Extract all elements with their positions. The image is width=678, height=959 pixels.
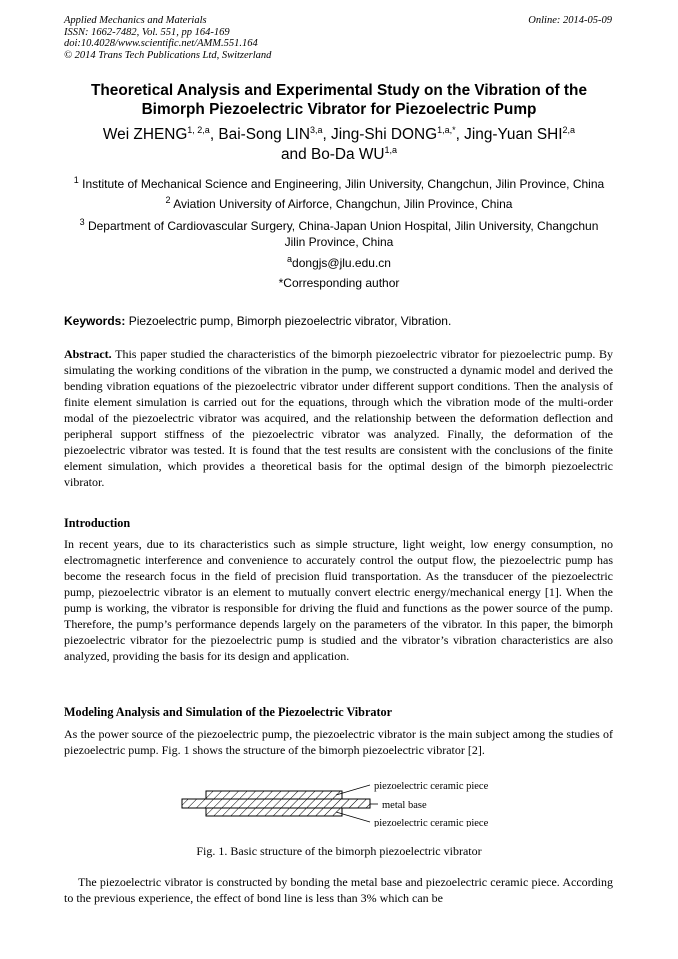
corresponding-author-note <box>40 275 638 291</box>
author-name: and Bo-Da WU <box>280 146 385 163</box>
metal-base-layer <box>182 799 370 808</box>
affiliation-mark: 3 <box>79 217 85 227</box>
author-affiliation-mark: 2,a <box>562 124 576 135</box>
doi-line: doi:10.4028/www.scientific.net/AMM.551.164 <box>64 38 258 49</box>
abstract-label: Abstract. <box>64 347 112 361</box>
affiliation-mark: 2 <box>165 195 171 205</box>
leader-line-bottom <box>336 812 370 822</box>
author-name: Bai-Song LIN <box>218 126 310 143</box>
running-header <box>64 15 271 61</box>
author-separator: , <box>209 126 219 143</box>
issn-line: ISSN: 1662-7482, Vol. 551, pp 164-169 <box>64 26 230 38</box>
label-metal-base: metal base <box>382 800 427 811</box>
affiliation-text: Jilin Province, China <box>284 235 394 249</box>
section-heading-introduction: Introduction <box>64 516 131 530</box>
affiliation-text: Institute of Mechanical Science and Engineering, Jilin University, Changchun, Jilin Province, China <box>78 177 605 191</box>
email-text: dongjs@jlu.edu.cn <box>292 256 391 270</box>
author-line-1 <box>40 125 638 145</box>
author-separator: , <box>455 126 465 143</box>
affiliation-text: Aviation University of Airforce, Changchun, Jilin Province, China <box>170 197 513 211</box>
paper-title <box>40 81 638 119</box>
author-line-2 <box>40 145 638 165</box>
copyright-line: © 2014 Trans Tech Publications Ltd, Switzerland <box>64 49 272 61</box>
affiliation-mark: 1 <box>73 175 79 185</box>
section-heading-modeling: Modeling Analysis and Simulation of the Piezoelectric Vibrator <box>64 705 393 719</box>
label-top-ceramic: piezoelectric ceramic piece <box>374 781 489 792</box>
label-bottom-ceramic: piezoelectric ceramic piece <box>374 818 489 827</box>
keywords <box>64 313 624 329</box>
abstract <box>64 346 613 490</box>
structure-paragraph: The piezoelectric vibrator is constructed by bonding the metal base and piezoelectric ceramic piece. According to the previous experience, the effect of bond line is less than 3% which can be <box>64 875 613 905</box>
author-name: Wei ZHENG <box>102 126 188 143</box>
author-list <box>40 125 638 165</box>
author-affiliation-mark: 3,a <box>309 124 323 135</box>
bottom-ceramic-layer <box>206 808 342 816</box>
figure-caption: Fig. 1. Basic structure of the bimorph piezoelectric vibrator <box>196 844 482 858</box>
affiliation-continued <box>40 234 638 250</box>
abstract-text: This paper studied the characteristics of the bimorph piezoelectric vibrator for piezoelectric pump. By simulating the working conditions of the vibration in the pump, we constructed a dynamic model and derived the bending vibration equations of the piezoelectric vibrator under different support conditions. Then the analysis of finite element simulation is carried out for the equations, through which the vibration mode of the multi-order modal of the piezoelectric vibrator was acquired, and the relationship between the deformation deflection and peripheral support stiffness of the piezoelectric vibrator was analyzed. Finally, the deformation of the piezoelectric vibrator was tested. It is found that the test results are consistent with the conclusions of the finite element simulation, which provides a theoretical basis for the optimal design of the bimorph piezoelectric vibrator. <box>64 347 613 489</box>
corresponding-author-text: *Corresponding author <box>278 276 400 290</box>
bimorph-structure-figure <box>176 777 516 827</box>
leader-line-top <box>336 785 370 795</box>
author-affiliation-mark: 1, 2,a <box>187 124 210 135</box>
author-name: Jing-Shi DONG <box>331 126 438 143</box>
introduction-paragraph: In recent years, due to its characteristics such as simple structure, light weight, low energy consumption, no electromagnetic interference and convenience to accurately control the output flow, the piezoelectric pump has become the research focus in the field of precision fluid transportation. As the transducer of the piezoelectric pump, piezoelectric vibrator is an element to mutually convert electric energy/mechanical energy [1]. When the pump is working, the vibrator is responsible for driving the fluid and functions as the power source of the pump. Therefore, the pump’s performance depends largely on the parameters of the vibrator. In this paper, the bimorph piezoelectric vibrator for the piezoelectric pump is studied and the vibrator’s vibration characteristics are also analyzed, providing the basis for its design and application. <box>64 537 613 663</box>
author-affiliation-mark: 1,a,* <box>437 124 456 135</box>
online-date: Online: 2014-05-09 <box>528 15 612 26</box>
keywords-text: Piezoelectric pump, Bimorph piezoelectric vibrator, Vibration. <box>125 314 452 328</box>
top-ceramic-layer <box>206 791 342 799</box>
keywords-label: Keywords: <box>64 314 126 328</box>
affiliation <box>40 218 638 234</box>
author-name: Jing-Yuan SHI <box>464 126 563 143</box>
contact-email <box>40 255 638 271</box>
author-affiliation-mark: 1,a <box>384 144 397 155</box>
author-separator: , <box>322 126 332 143</box>
affiliation-mark: a <box>287 254 293 264</box>
affiliation-text: Department of Cardiovascular Surgery, China-Japan Union Hospital, Jilin University, Changchun <box>84 219 599 233</box>
title-line-2: Bimorph Piezoelectric Vibrator for Piezoelectric Pump <box>141 101 537 118</box>
title-line-1: Theoretical Analysis and Experimental Study on the Vibration of the <box>90 82 588 99</box>
affiliation <box>40 176 638 192</box>
journal-name: Applied Mechanics and Materials <box>64 15 207 26</box>
affiliation <box>40 196 638 212</box>
modeling-paragraph: As the power source of the piezoelectric pump, the piezoelectric vibrator is the main subject among the studies of piezoelectric pump. Fig. 1 shows the structure of the bimorph piezoelectric vibrator [2]. <box>64 727 613 757</box>
